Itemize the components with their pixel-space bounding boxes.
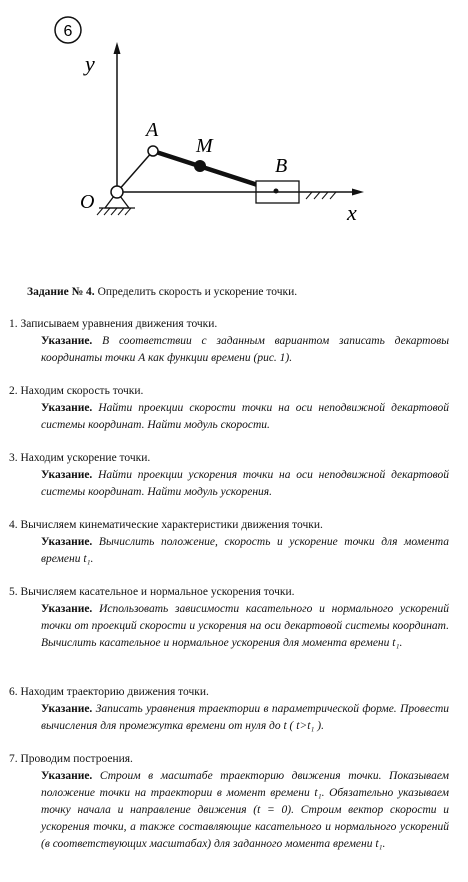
support-hatch bbox=[97, 208, 103, 215]
point-M bbox=[194, 160, 206, 172]
joint-O bbox=[111, 186, 123, 198]
step-hint bbox=[9, 400, 449, 434]
hint-text: Вычислить положение, скорость и ускорение точки для момента времени t₁. bbox=[41, 536, 450, 565]
y-axis-label: y bbox=[85, 51, 95, 76]
step-title: 6. Находим траекторию движения точки. bbox=[9, 686, 209, 698]
guide-hatch bbox=[330, 192, 336, 199]
link-OA bbox=[117, 151, 153, 192]
support-hatch bbox=[125, 208, 131, 215]
step-title: 2. Находим скорость точки. bbox=[9, 385, 144, 397]
x-axis-arrow bbox=[352, 189, 364, 196]
support-hatch bbox=[111, 208, 117, 215]
guide-hatch bbox=[322, 192, 328, 199]
step-hint bbox=[9, 467, 449, 501]
step-title: 4. Вычисляем кинематические характеристики движения точки. bbox=[9, 519, 323, 531]
hint-label: Указание. bbox=[41, 469, 93, 481]
support-hatch bbox=[118, 208, 124, 215]
support-hatch bbox=[104, 208, 110, 215]
guide-hatch bbox=[306, 192, 312, 199]
label-A: A bbox=[146, 119, 159, 141]
hint-label: Указание. bbox=[41, 703, 93, 715]
task-label: Задание № 4. bbox=[27, 286, 95, 298]
step-3 bbox=[9, 450, 449, 501]
variant-number: 6 bbox=[63, 23, 73, 40]
step-hint bbox=[9, 701, 449, 735]
step-title: 7. Проводим построения. bbox=[9, 753, 133, 765]
step-hint bbox=[9, 333, 449, 367]
step-title: 1. Записываем уравнения движения точки. bbox=[9, 318, 218, 330]
step-6 bbox=[9, 684, 449, 735]
step-1 bbox=[9, 316, 449, 367]
label-B: B bbox=[275, 155, 288, 177]
hint-label: Указание. bbox=[41, 536, 93, 548]
step-hint bbox=[9, 601, 449, 652]
hint-text: Записать уравнения траектории в параметрической форме. Провести вычисления для промежутка времени от нуля до t ( t>t₁ ). bbox=[41, 703, 450, 732]
label-M: M bbox=[196, 135, 213, 157]
hint-text: Найти проекции скорости точки на оси неподвижной декартовой системы координат. Найти модуль скорости. bbox=[41, 402, 450, 431]
step-hint bbox=[9, 534, 449, 568]
hint-label: Указание. bbox=[41, 335, 93, 347]
step-5 bbox=[9, 584, 449, 652]
step-4 bbox=[9, 517, 449, 568]
hint-label: Указание. bbox=[41, 603, 93, 615]
step-title: 5. Вычисляем касательное и нормальное ускорения точки. bbox=[9, 586, 295, 598]
task-text: Определить скорость и ускорение точки. bbox=[97, 286, 298, 298]
guide-hatch bbox=[314, 192, 320, 199]
joint-B bbox=[274, 189, 279, 194]
x-axis-label: x bbox=[347, 200, 357, 225]
hint-text: В соответствии с заданным вариантом записать декартовы координаты точки A как функции времени (рис. 1). bbox=[41, 335, 449, 364]
y-axis-arrow bbox=[114, 42, 121, 54]
hint-text: Использовать зависимости касательного и нормального ускорений точки от проекций скорости и ускорения на оси декартовой системы координат. Вычислить касательное и нормальное ускорения для момента времени t₁. bbox=[41, 603, 450, 649]
step-2 bbox=[9, 383, 449, 434]
hint-label: Указание. bbox=[41, 770, 93, 782]
step-title: 3. Находим ускорение точки. bbox=[9, 452, 151, 464]
hint-label: Указание. bbox=[41, 402, 93, 414]
joint-A bbox=[148, 146, 158, 156]
hint-text: Строим в масштабе траекторию движения точки. Показываем положение точки на траектории в момент времени t₁. Обязательно указываем точку начала и направление движения (t = 0). Строим вектор скорости и ускорения точки, а также составляющие касательного и нормального ускорений (в соответствующих масштабах) для заданного момента времени t₁. bbox=[41, 770, 450, 850]
step-7 bbox=[9, 751, 449, 853]
step-hint bbox=[9, 768, 449, 853]
task-statement bbox=[27, 286, 297, 298]
label-O: O bbox=[80, 191, 95, 213]
hint-text: Найти проекции ускорения точки на оси неподвижной декартовой системы координат. Найти модуль ускорения. bbox=[41, 469, 449, 498]
mechanism-figure bbox=[0, 0, 468, 250]
